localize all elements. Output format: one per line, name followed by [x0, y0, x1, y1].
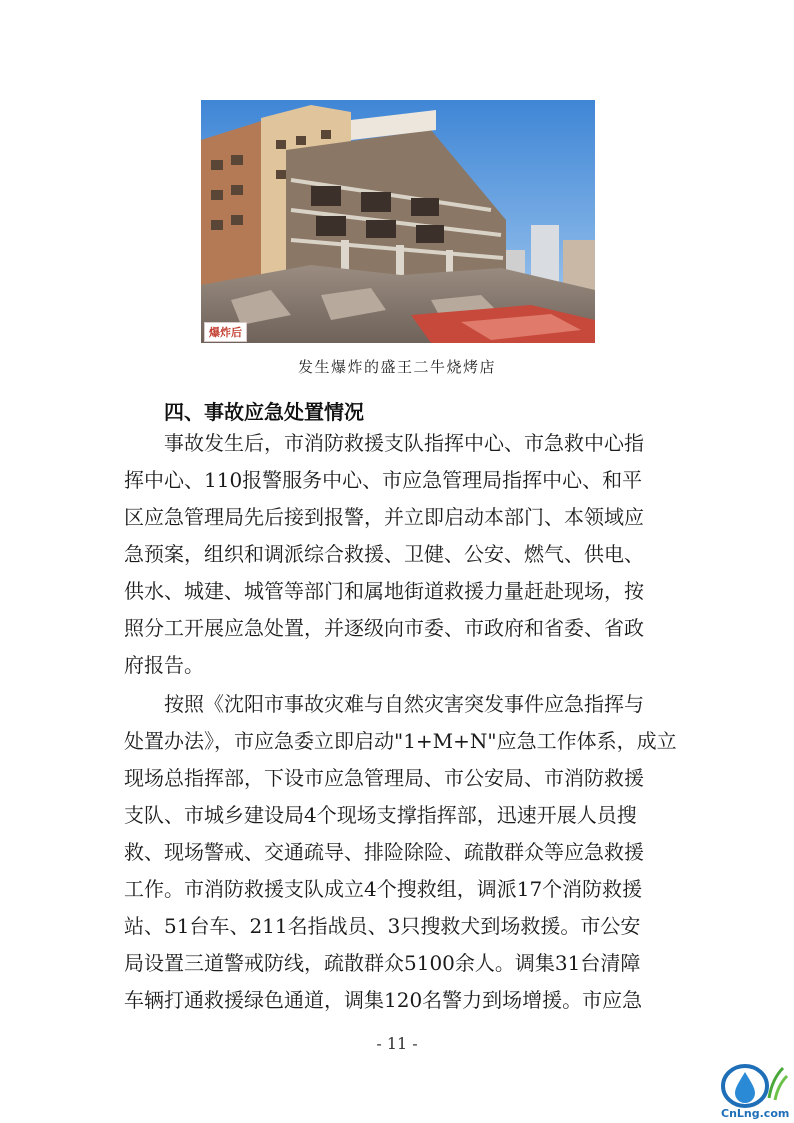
section-heading: 四、事故应急处置情况	[164, 400, 364, 424]
paragraph-line: 现场总指挥部，下设市应急管理局、市公安局、市消防救援	[124, 766, 644, 790]
paragraph-line: 车辆打通救援绿色通道，调集120名警力到场增援。市应急	[124, 988, 643, 1012]
photo-label-after-explosion: 爆炸后	[204, 322, 247, 342]
water-drop-logo-icon	[717, 1062, 791, 1120]
paragraph-line: 站、51台车、211名指战员、3只搜救犬到场救援。市公安	[124, 914, 641, 938]
paragraph-line: 区应急管理局先后接到报警，并立即启动本部门、本领域应	[124, 505, 644, 529]
paragraph-line: 按照《沈阳市事故灾难与自然灾害突发事件应急指挥与	[164, 692, 644, 716]
paragraph-line: 急预案，组织和调派综合救援、卫健、公安、燃气、供电、	[124, 542, 644, 566]
paragraph-line: 支队、市城乡建设局4个现场支撑指挥部，迅速开展人员搜	[124, 803, 637, 827]
page-number: - 11 -	[376, 1034, 418, 1053]
paragraph-line: 局设置三道警戒防线，疏散群众5100余人。调集31台清障	[124, 951, 641, 975]
explosion-photo	[201, 100, 595, 343]
paragraph-line: 处置办法》，市应急委立即启动"1+M+N"应急工作体系，成立	[124, 729, 677, 753]
watermark-text: CnLng.com	[721, 1107, 790, 1120]
photo-caption: 发生爆炸的盛王二牛烧烤店	[297, 358, 496, 376]
paragraph-2	[124, 686, 690, 1019]
paragraph-line: 挥中心、110报警服务中心、市应急管理局指挥中心、和平	[124, 468, 643, 492]
paragraph-line: 照分工开展应急处置，并逐级向市委、市政府和省委、省政	[124, 616, 644, 640]
paragraph-line: 救、现场警戒、交通疏导、排险除险、疏散群众等应急救援	[124, 840, 644, 864]
paragraph-line: 工作。市消防救援支队成立4个搜救组，调派17个消防救援	[124, 877, 643, 901]
paragraph-line: 府报告。	[124, 653, 204, 677]
paragraph-1	[124, 425, 690, 684]
paragraph-line: 事故发生后，市消防救援支队指挥中心、市急救中心指	[164, 431, 644, 455]
paragraph-line: 供水、城建、城管等部门和属地街道救援力量赶赴现场，按	[124, 579, 644, 603]
explosion-scene-image	[201, 100, 595, 343]
